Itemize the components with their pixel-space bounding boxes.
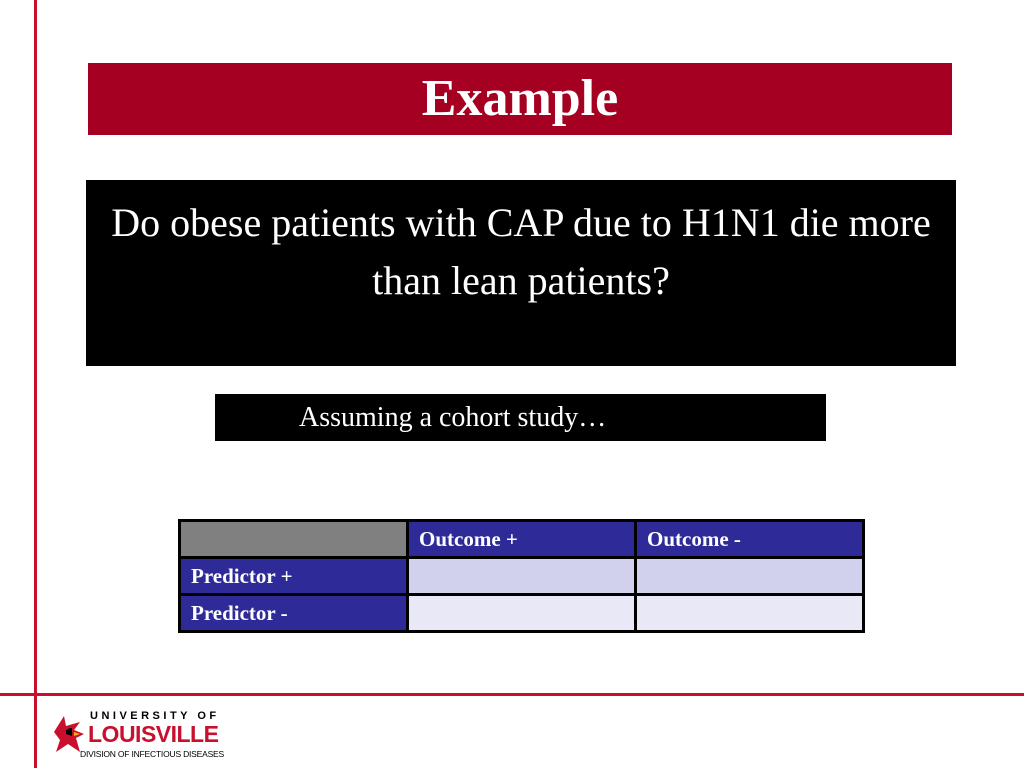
bottom-red-rule: [0, 693, 1024, 696]
assumption-text: Assuming a cohort study…: [299, 401, 607, 433]
logo-division: DIVISION OF INFECTIOUS DISEASES: [80, 749, 224, 759]
university-logo: [50, 708, 240, 764]
left-red-rule: [34, 0, 37, 768]
table-cell: [408, 595, 636, 632]
table-row: [180, 558, 864, 595]
table-header-row: [180, 521, 864, 558]
table-cell: [408, 558, 636, 595]
table-corner-cell: [180, 521, 408, 558]
table-header-outcome-negative: Outcome -: [636, 521, 864, 558]
assumption-box: [215, 394, 826, 441]
table-cell: [636, 595, 864, 632]
table-row: [180, 595, 864, 632]
title-bar: [88, 63, 952, 135]
table-header-outcome-positive: Outcome +: [408, 521, 636, 558]
row-label-predictor-negative: Predictor -: [180, 595, 408, 632]
table-cell: [636, 558, 864, 595]
contingency-table: [178, 519, 865, 633]
logo-university-of: UNIVERSITY OF: [90, 710, 220, 722]
row-label-predictor-positive: Predictor +: [180, 558, 408, 595]
research-question: Do obese patients with CAP due to H1N1 die more than lean patients?: [111, 200, 931, 303]
slide-title: Example: [421, 70, 619, 127]
logo-louisville: LOUISVILLE: [88, 721, 219, 747]
question-box: [86, 180, 956, 366]
